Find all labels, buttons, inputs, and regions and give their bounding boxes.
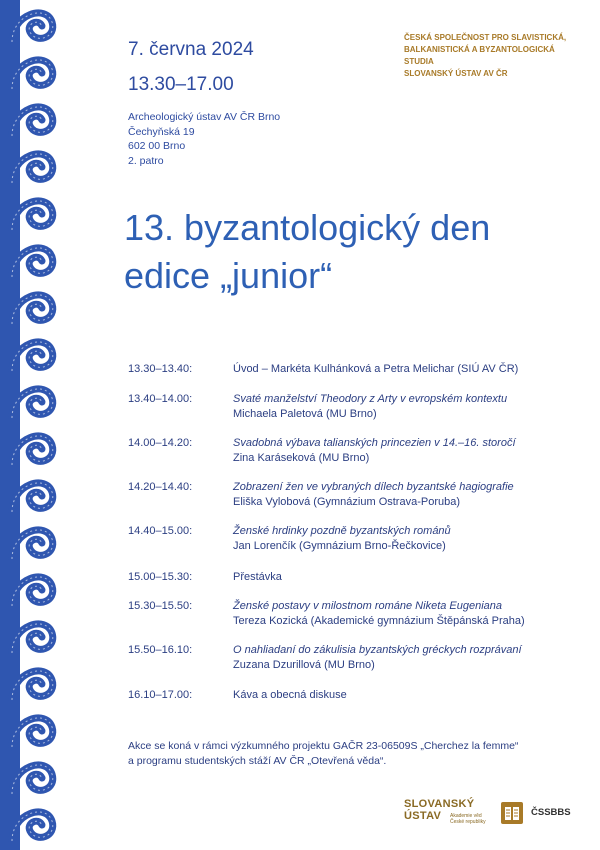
slot-time: 16.10–17.00: bbox=[128, 689, 193, 701]
address-line: 602 00 Brno bbox=[128, 140, 186, 152]
address-line: Archeologický ústav AV ČR Brno bbox=[128, 111, 281, 123]
slot-time: 14.20–14.40: bbox=[128, 481, 193, 493]
slot-time: 15.50–16.10: bbox=[128, 644, 193, 656]
event-title bbox=[124, 204, 490, 300]
title-line: edice „junior“ bbox=[124, 255, 333, 296]
speaker: Michaela Paletová (MU Brno) bbox=[233, 408, 377, 420]
slot-time: 13.30–13.40: bbox=[128, 363, 193, 375]
talk-title: O nahliadaní do zákulisia byzantských gréckych rozprávaní bbox=[233, 644, 522, 656]
talk-title: Svaté manželství Theodory z Arty v evropském kontextu bbox=[233, 393, 508, 405]
slot-time: 15.30–15.50: bbox=[128, 600, 193, 612]
address-line: 2. patro bbox=[128, 154, 164, 167]
organizer-line: STUDIA bbox=[404, 57, 434, 66]
footnote-line: a programu studentských stáží AV ČR „Otevřená věda“. bbox=[128, 754, 387, 767]
slot-text: Přestávka bbox=[233, 571, 282, 583]
venue-address bbox=[128, 110, 280, 168]
slot-time: 15.00–15.30: bbox=[128, 571, 193, 583]
talk-title: Ženské hrdinky pozdně byzantských románů bbox=[233, 525, 451, 537]
speaker: Jan Lorenčík (Gymnázium Brno-Řečkovice) bbox=[233, 540, 446, 552]
organizer-block bbox=[404, 32, 594, 80]
talk-title: Zobrazení žen ve vybraných dílech byzantské hagiografie bbox=[233, 481, 514, 493]
speaker: Tereza Kozická (Akademické gymnázium Štěpánská Praha) bbox=[233, 615, 525, 627]
title-line: 13. byzantologický den bbox=[124, 207, 491, 248]
logo-text: SLOVANSKÝ bbox=[404, 798, 475, 810]
cssbbs-logo: ČSSBBS bbox=[531, 807, 571, 818]
slot-time: 14.40–15.00: bbox=[128, 525, 193, 537]
talk-title: Ženské postavy v milostnom románe Niketa Eugeniana bbox=[233, 600, 503, 612]
organizer-line: ČESKÁ SPOLEČNOST PRO SLAVISTICKÁ, bbox=[404, 33, 567, 42]
organizer-line: SLOVANSKÝ ÚSTAV AV ČR bbox=[404, 69, 508, 78]
slot-time: 13.40–14.00: bbox=[128, 393, 193, 405]
decorative-spiral-border bbox=[0, 0, 62, 850]
talk-title: Svadobná výbava talianských princezien v 14.–16. storočí bbox=[233, 437, 516, 449]
speaker: Zuzana Dzurillová (MU Brno) bbox=[233, 659, 375, 671]
book-logo-icon bbox=[500, 800, 524, 826]
slot-time: 14.00–14.20: bbox=[128, 437, 193, 449]
logo-strip bbox=[404, 796, 584, 832]
footnote-line: Akce se koná v rámci výzkumného projektu GAČR 23-06509S „Cherchez la femme“ bbox=[128, 740, 519, 752]
speaker: Eliška Vylobová (Gymnázium Ostrava-Poruba) bbox=[233, 496, 461, 508]
slot-text: Úvod – Markéta Kulhánková a Petra Melichar (SIÚ AV ČR) bbox=[233, 363, 519, 375]
project-footnote bbox=[128, 739, 518, 768]
logo-text: ÚSTAV bbox=[404, 810, 442, 822]
speaker: Zina Karáseková (MU Brno) bbox=[233, 452, 370, 464]
address-line: Čechyňská 19 bbox=[128, 125, 195, 138]
organizer-line: BALKANISTICKÁ A BYZANTOLOGICKÁ bbox=[404, 45, 555, 54]
logo-subtext: Akademie věd České republiky bbox=[450, 813, 486, 825]
slot-text: Káva a obecná diskuse bbox=[233, 689, 347, 701]
event-date: 7. června 2024 bbox=[128, 39, 254, 60]
event-time: 13.30–17.00 bbox=[128, 74, 234, 95]
